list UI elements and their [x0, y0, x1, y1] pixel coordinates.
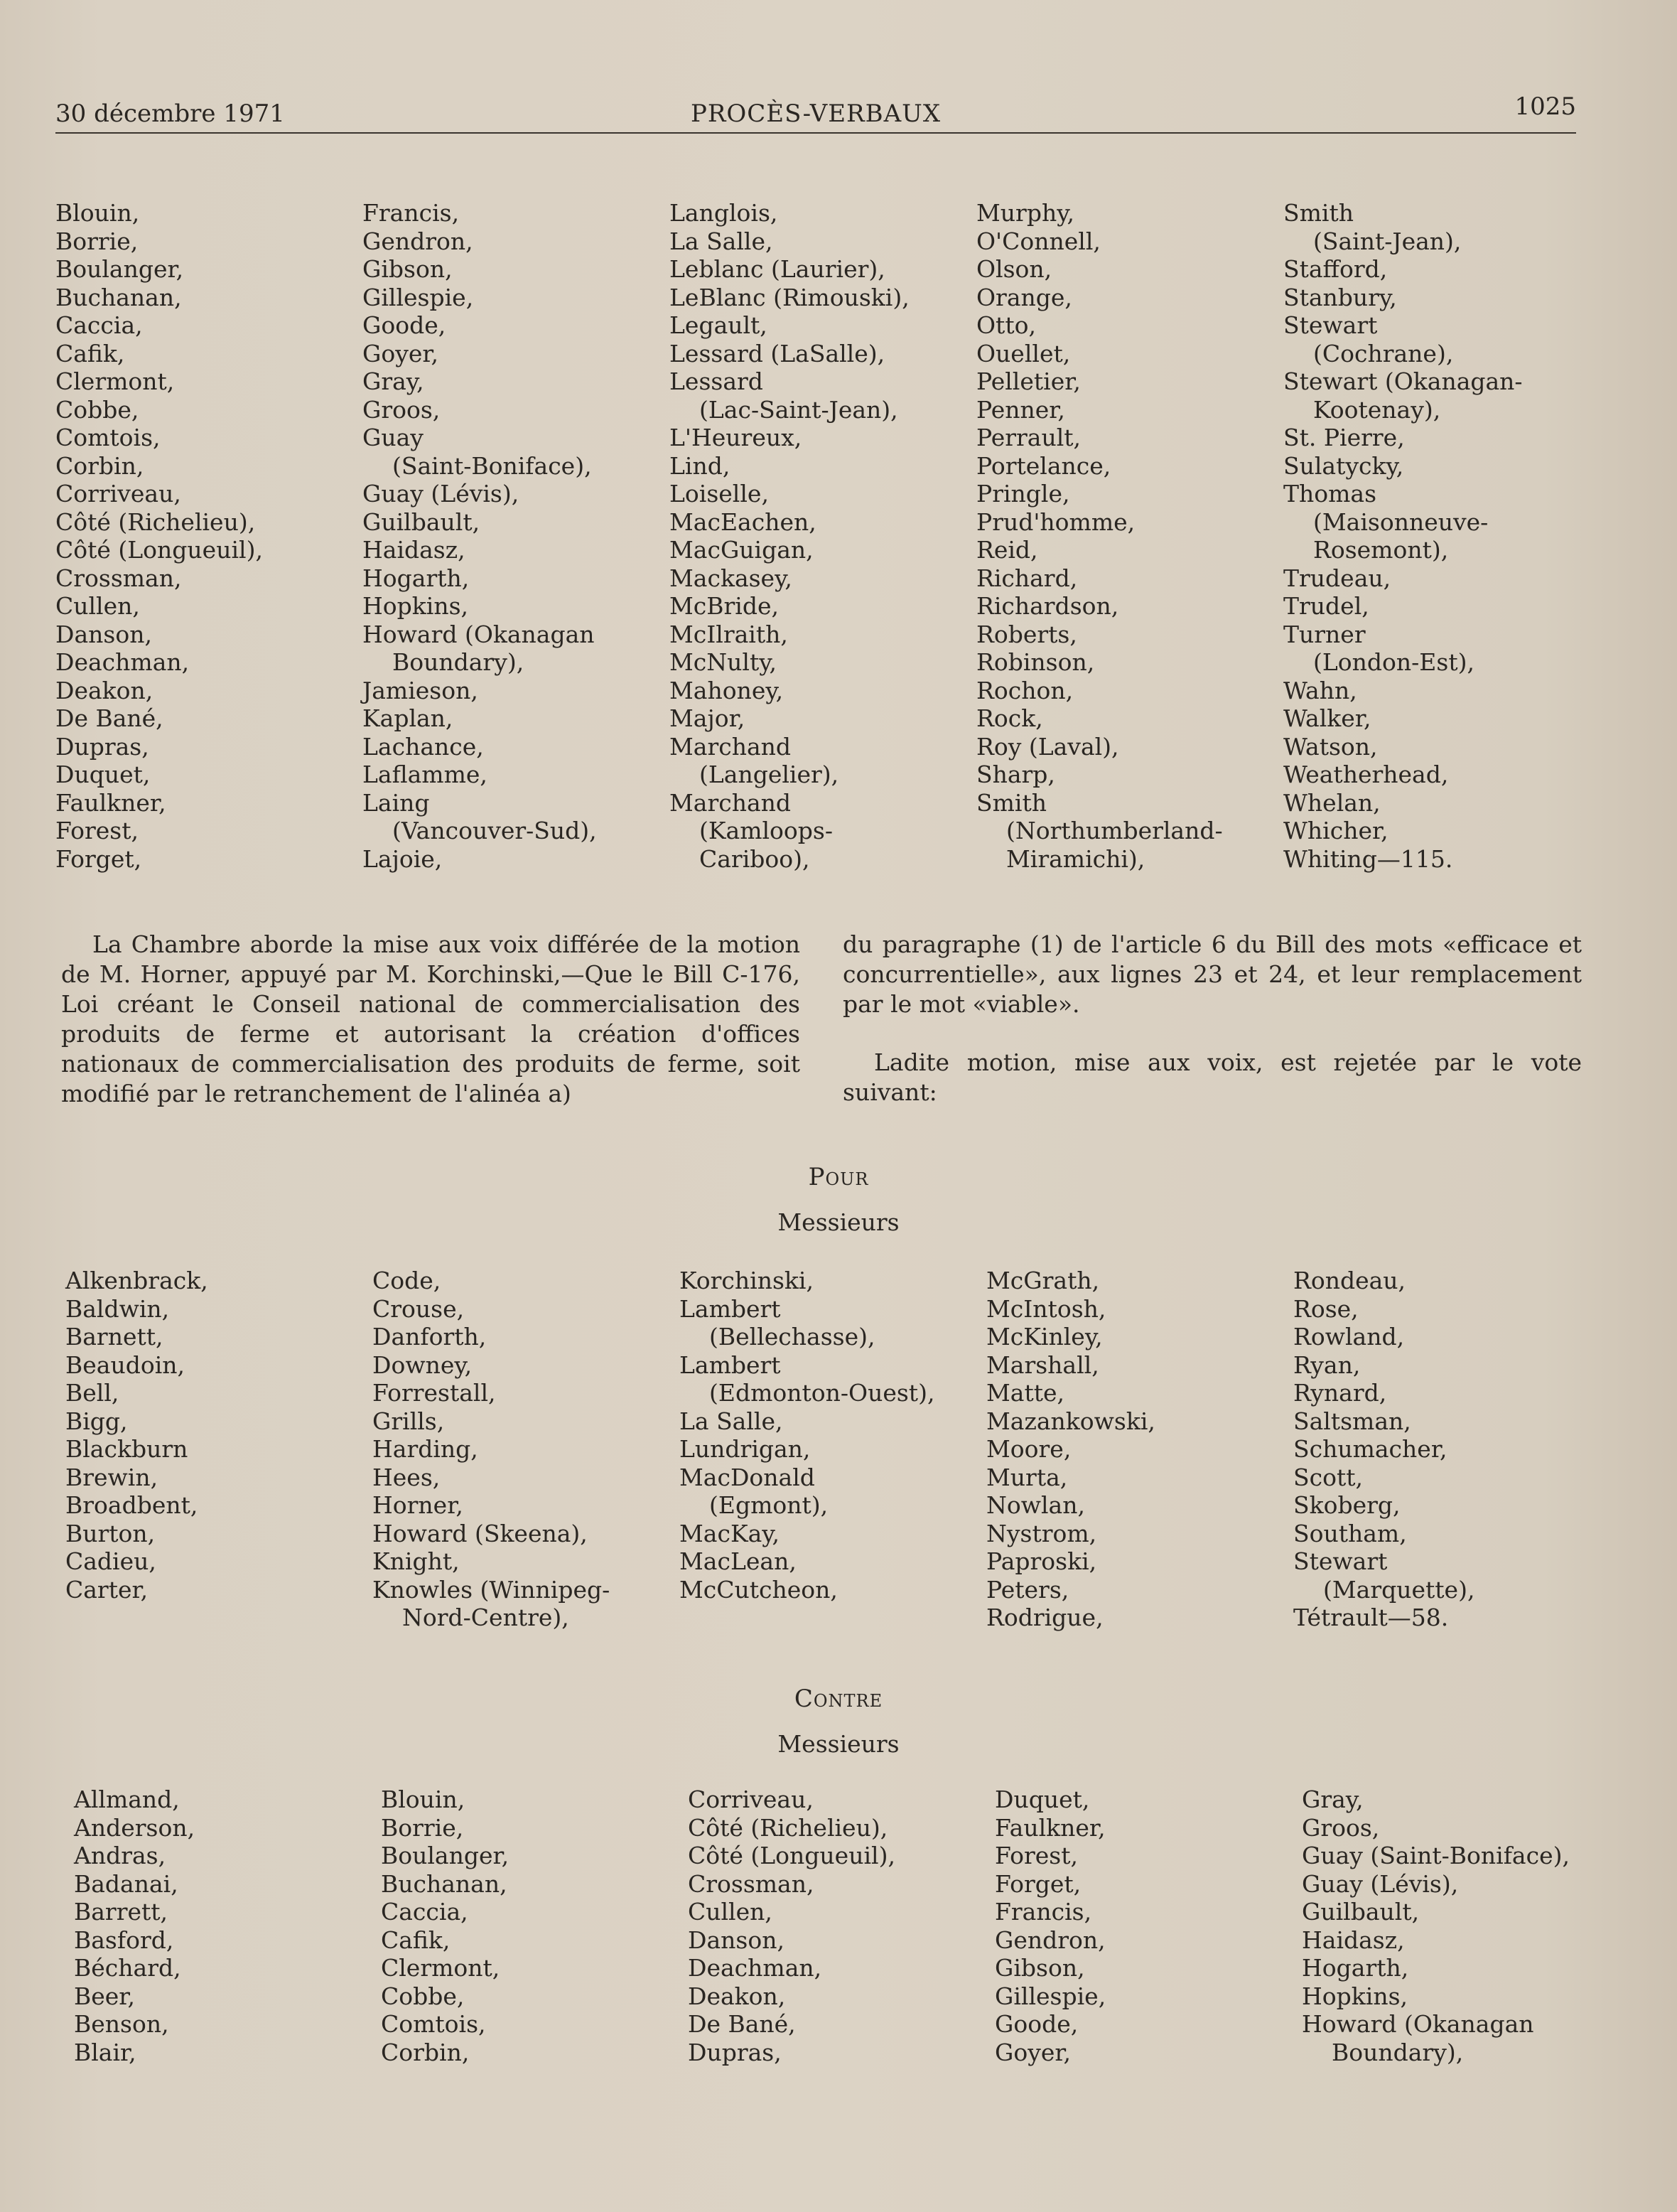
member-name: Penner,: [976, 395, 1065, 424]
member-name: Baldwin,: [65, 1294, 170, 1323]
member-name: Burton,: [65, 1519, 156, 1547]
member-name: Saltsman,: [1293, 1407, 1411, 1435]
member-name: McKinley,: [986, 1323, 1103, 1351]
member-name: Deakon,: [688, 1982, 786, 2010]
member-name: Downey,: [372, 1351, 473, 1379]
member-name: (Marquette),: [1323, 1575, 1475, 1604]
name-column: [381, 1786, 688, 2066]
member-name: Borrie,: [381, 1813, 464, 1842]
member-name: Forest,: [995, 1842, 1078, 1869]
member-name: Deakon,: [55, 676, 153, 704]
member-name: Langlois,: [669, 199, 778, 227]
member-name: Wahn,: [1283, 676, 1357, 704]
name-column: [1302, 1786, 1609, 2066]
member-name: Gillespie,: [362, 283, 474, 311]
member-name: Lundrigan,: [679, 1435, 811, 1463]
member-name: Côté (Richelieu),: [55, 508, 256, 536]
member-name: Stewart (Okanagan-: [1283, 367, 1523, 395]
member-name: McIntosh,: [986, 1294, 1106, 1323]
member-name: Dupras,: [688, 2038, 782, 2066]
member-name: Beer,: [74, 1982, 135, 2010]
member-name: Robinson,: [976, 648, 1095, 676]
member-name: O'Connell,: [976, 227, 1101, 255]
member-name: Corbin,: [55, 451, 144, 480]
member-name: Danforth,: [372, 1323, 487, 1351]
member-name: Hees,: [372, 1463, 441, 1491]
member-name: Lind,: [669, 451, 730, 480]
member-name: Ryan,: [1293, 1351, 1361, 1379]
member-name: Cariboo),: [699, 844, 810, 873]
member-name: Stanbury,: [1283, 283, 1397, 311]
contre-heading: Contre: [794, 1685, 883, 1713]
top-name-list: [55, 199, 1590, 873]
member-name: Anderson,: [74, 1813, 195, 1842]
member-name: Goyer,: [995, 2038, 1072, 2066]
member-name: Rose,: [1293, 1294, 1359, 1323]
member-name: Rondeau,: [1293, 1267, 1406, 1294]
member-name: Major,: [669, 704, 745, 732]
member-name: Richardson,: [976, 592, 1119, 620]
member-name: Haidasz,: [1302, 1926, 1405, 1954]
member-name: Otto,: [976, 311, 1036, 339]
member-name: Kootenay),: [1313, 395, 1441, 424]
member-name: Perrault,: [976, 424, 1082, 451]
member-name: Cadieu,: [65, 1547, 156, 1575]
member-name: Turner: [1283, 620, 1366, 648]
name-column: [976, 199, 1283, 873]
member-name: Pringle,: [976, 480, 1070, 508]
page-number: 1025: [1514, 92, 1576, 121]
member-name: MacKay,: [679, 1519, 780, 1547]
member-name: Whelan,: [1283, 788, 1381, 817]
member-name: Francis,: [362, 199, 460, 227]
member-name: Cobbe,: [55, 395, 139, 424]
motion-paragraph-continued: du paragraphe (1) de l'article 6 du Bill des mots «efficace et concurrentielle», aux lignes 23 et 24, et leur remplacement par le mot «viable».: [843, 930, 1582, 1018]
member-name: Harding,: [372, 1435, 478, 1463]
member-name: Howard (Skeena),: [372, 1519, 588, 1547]
member-name: MacDonald: [679, 1463, 815, 1491]
member-name: Lambert: [679, 1294, 781, 1323]
member-name: Jamieson,: [362, 676, 478, 704]
member-name: Whicher,: [1283, 817, 1388, 844]
member-name: Comtois,: [55, 424, 161, 451]
member-name: Rowland,: [1293, 1323, 1405, 1351]
member-name: Basford,: [74, 1926, 174, 1954]
member-name: Danson,: [688, 1926, 784, 1954]
member-name: Scott,: [1293, 1463, 1363, 1491]
member-name: Deachman,: [55, 648, 190, 676]
member-name: Prud'homme,: [976, 508, 1136, 536]
motion-paragraph: La Chambre aborde la mise aux voix différée de la motion de M. Horner, appuyé par M. Korchinski,—Que le Bill C-176, Loi créant le Conseil national de commercialisation des produits de ferme et autorisant la création d'offices nationaux de commercialisation des produits de ferme, soit modifié par le retranchement de l'alinéa a): [61, 930, 800, 1107]
member-name: Nowlan,: [986, 1491, 1085, 1519]
member-name: Howard (Okanagan: [362, 620, 595, 648]
member-name: Caccia,: [55, 311, 143, 339]
member-name: Deachman,: [688, 1954, 822, 1982]
member-name: (Saint-Jean),: [1313, 227, 1462, 255]
member-name: (Saint-Boniface),: [392, 451, 592, 480]
member-name: Olson,: [976, 255, 1052, 283]
member-name: Forest,: [55, 817, 139, 844]
member-name: Knowles (Winnipeg-: [372, 1575, 610, 1604]
member-name: Stewart: [1283, 311, 1378, 339]
member-name: Walker,: [1283, 704, 1371, 732]
member-name: Lajoie,: [362, 844, 443, 873]
member-name: Blouin,: [55, 199, 140, 227]
member-name: Rock,: [976, 704, 1043, 732]
member-name: Béchard,: [74, 1954, 181, 1982]
member-name: Grills,: [372, 1407, 445, 1435]
member-name: Corbin,: [381, 2038, 470, 2066]
name-column: [679, 1267, 986, 1632]
member-name: (Cochrane),: [1313, 339, 1454, 367]
member-name: Korchinski,: [679, 1267, 814, 1294]
motion-paragraph-right: [843, 930, 1582, 1137]
member-name: Groos,: [362, 395, 441, 424]
member-name: (Edmonton-Ouest),: [709, 1379, 935, 1407]
member-name: Borrie,: [55, 227, 139, 255]
member-name: Smith: [1283, 199, 1354, 227]
name-column: [362, 199, 669, 873]
member-name: Côté (Richelieu),: [688, 1813, 888, 1842]
member-name: Sulatycky,: [1283, 451, 1404, 480]
member-name: Barrett,: [74, 1898, 168, 1926]
member-name: Rochon,: [976, 676, 1074, 704]
member-name: Bigg,: [65, 1407, 128, 1435]
member-name: Horner,: [372, 1491, 463, 1519]
member-name: McNulty,: [669, 648, 777, 676]
member-name: Kaplan,: [362, 704, 453, 732]
member-name: (Vancouver-Sud),: [392, 817, 597, 844]
member-name: Smith: [976, 788, 1047, 817]
member-name: Portelance,: [976, 451, 1111, 480]
member-name: MacLean,: [679, 1547, 797, 1575]
member-name: Bell,: [65, 1379, 119, 1407]
member-name: (Bellechasse),: [709, 1323, 875, 1351]
motion-text: [61, 930, 1582, 1137]
member-name: Beaudoin,: [65, 1351, 185, 1379]
member-name: Dupras,: [55, 732, 149, 761]
vote-result-paragraph: Ladite motion, mise aux voix, est rejetée par le vote suivant:: [843, 1048, 1582, 1106]
member-name: De Bané,: [688, 2010, 796, 2038]
member-name: Peters,: [986, 1575, 1069, 1604]
member-name: Stafford,: [1283, 255, 1388, 283]
member-name: MacGuigan,: [669, 536, 814, 564]
member-name: Gendron,: [995, 1926, 1106, 1954]
member-name: McGrath,: [986, 1267, 1100, 1294]
name-column: [986, 1267, 1293, 1632]
member-name: Gendron,: [362, 227, 473, 255]
member-name: Lambert: [679, 1351, 781, 1379]
member-name: Southam,: [1293, 1519, 1407, 1547]
member-name: Laing: [362, 788, 430, 817]
member-name: Blair,: [74, 2038, 136, 2066]
member-name: Trudeau,: [1283, 564, 1391, 592]
member-name: Caccia,: [381, 1898, 468, 1926]
member-name: Mackasey,: [669, 564, 792, 592]
member-name: Roberts,: [976, 620, 1077, 648]
name-column: [1293, 1267, 1600, 1632]
member-name: Leblanc (Laurier),: [669, 255, 885, 283]
member-name: Hopkins,: [362, 592, 468, 620]
member-name: Groos,: [1302, 1813, 1380, 1842]
member-name: Gray,: [362, 367, 424, 395]
name-column: [65, 1267, 372, 1632]
member-name: Forrestall,: [372, 1379, 496, 1407]
member-name: (Egmont),: [709, 1491, 829, 1519]
member-name: Brewin,: [65, 1463, 158, 1491]
member-name: Nystrom,: [986, 1519, 1097, 1547]
member-name: Guay: [362, 424, 424, 451]
member-name: Marchand: [669, 732, 792, 761]
member-name: Carter,: [65, 1575, 149, 1604]
member-name: Côté (Longueuil),: [55, 536, 263, 564]
member-name: Gillespie,: [995, 1982, 1106, 2010]
member-name: Matte,: [986, 1379, 1065, 1407]
member-name: Trudel,: [1283, 592, 1369, 620]
member-name: Miramichi),: [1006, 844, 1145, 873]
member-name: Legault,: [669, 311, 767, 339]
member-name: Crossman,: [688, 1869, 814, 1898]
member-name: Duquet,: [995, 1786, 1090, 1813]
member-name: Danson,: [55, 620, 152, 648]
member-name: Roy (Laval),: [976, 732, 1119, 761]
member-name: McCutcheon,: [679, 1575, 838, 1604]
member-name: Pelletier,: [976, 367, 1081, 395]
member-name: (London-Est),: [1313, 648, 1474, 676]
name-column: [55, 199, 362, 873]
member-name: Schumacher,: [1293, 1435, 1447, 1463]
page-header: [55, 92, 1576, 134]
member-name: Buchanan,: [55, 283, 182, 311]
member-name: Loiselle,: [669, 480, 769, 508]
header-title: PROCÈS-VERBAUX: [690, 100, 942, 128]
member-name: Crouse,: [372, 1294, 465, 1323]
member-name: Murphy,: [976, 199, 1074, 227]
member-name: Badanai,: [74, 1869, 178, 1898]
member-name: Paproski,: [986, 1547, 1097, 1575]
member-name: Guilbault,: [362, 508, 480, 536]
member-name: Mahoney,: [669, 676, 784, 704]
member-name: Howard (Okanagan: [1302, 2010, 1534, 2038]
member-name: (Langelier),: [699, 761, 839, 788]
member-name: Sharp,: [976, 761, 1055, 788]
member-name: Boundary),: [1332, 2038, 1464, 2066]
member-name: Reid,: [976, 536, 1038, 564]
member-name: Crossman,: [55, 564, 182, 592]
member-name: Guilbault,: [1302, 1898, 1420, 1926]
member-name: Thomas: [1283, 480, 1377, 508]
contre-subheading: Messieurs: [777, 1730, 900, 1758]
member-name: Gibson,: [995, 1954, 1085, 1982]
member-name: Ouellet,: [976, 339, 1071, 367]
contre-name-list: [74, 1786, 1609, 2066]
member-name: Cullen,: [55, 592, 140, 620]
member-name: Allmand,: [74, 1786, 180, 1813]
member-name: Haidasz,: [362, 536, 465, 564]
pour-heading: Pour: [808, 1163, 869, 1191]
member-name: Marchand: [669, 788, 792, 817]
member-name: Whiting—115.: [1283, 844, 1453, 873]
member-name: Clermont,: [381, 1954, 500, 1982]
header-date: 30 décembre 1971: [55, 100, 285, 128]
member-name: McBride,: [669, 592, 779, 620]
member-name: Broadbent,: [65, 1491, 198, 1519]
member-name: Lessard: [669, 367, 763, 395]
member-name: Hogarth,: [362, 564, 470, 592]
member-name: Skoberg,: [1293, 1491, 1401, 1519]
member-name: Boundary),: [392, 648, 524, 676]
name-column: [1283, 199, 1590, 873]
member-name: MacEachen,: [669, 508, 816, 536]
member-name: Gibson,: [362, 255, 453, 283]
member-name: St. Pierre,: [1283, 424, 1405, 451]
member-name: Lachance,: [362, 732, 484, 761]
member-name: Weatherhead,: [1283, 761, 1449, 788]
member-name: Francis,: [995, 1898, 1092, 1926]
member-name: Cafik,: [381, 1926, 451, 1954]
member-name: Côté (Longueuil),: [688, 1842, 895, 1869]
member-name: Blouin,: [381, 1786, 465, 1813]
name-column: [688, 1786, 995, 2066]
member-name: Hopkins,: [1302, 1982, 1408, 2010]
member-name: Hogarth,: [1302, 1954, 1409, 1982]
member-name: Guay (Lévis),: [1302, 1869, 1459, 1898]
member-name: Guay (Lévis),: [362, 480, 519, 508]
member-name: Marshall,: [986, 1351, 1099, 1379]
member-name: Stewart: [1293, 1547, 1388, 1575]
member-name: L'Heureux,: [669, 424, 802, 451]
member-name: Mazankowski,: [986, 1407, 1155, 1435]
name-column: [995, 1786, 1302, 2066]
member-name: Corriveau,: [688, 1786, 814, 1813]
member-name: McIlraith,: [669, 620, 788, 648]
member-name: (Kamloops-: [699, 817, 833, 844]
member-name: Cobbe,: [381, 1982, 465, 2010]
member-name: Laflamme,: [362, 761, 487, 788]
member-name: Boulanger,: [381, 1842, 509, 1869]
member-name: Lessard (LaSalle),: [669, 339, 885, 367]
member-name: Tétrault—58.: [1293, 1604, 1449, 1631]
member-name: Watson,: [1283, 732, 1378, 761]
member-name: Boulanger,: [55, 255, 184, 283]
member-name: Cullen,: [688, 1898, 772, 1926]
name-column: [74, 1786, 381, 2066]
member-name: Knight,: [372, 1547, 460, 1575]
member-name: La Salle,: [679, 1407, 783, 1435]
member-name: Benson,: [74, 2010, 169, 2038]
member-name: La Salle,: [669, 227, 773, 255]
member-name: Andras,: [74, 1842, 166, 1869]
pour-subheading: Messieurs: [777, 1208, 900, 1236]
member-name: Orange,: [976, 283, 1072, 311]
member-name: Cafik,: [55, 339, 125, 367]
member-name: Rynard,: [1293, 1379, 1387, 1407]
member-name: Faulkner,: [995, 1813, 1106, 1842]
name-column: [669, 199, 976, 873]
member-name: Code,: [372, 1267, 441, 1294]
member-name: Goode,: [995, 2010, 1079, 2038]
member-name: Rodrigue,: [986, 1604, 1104, 1631]
member-name: Guay (Saint-Boniface),: [1302, 1842, 1570, 1869]
member-name: Goode,: [362, 311, 446, 339]
member-name: Murta,: [986, 1463, 1068, 1491]
member-name: (Maisonneuve-: [1313, 508, 1489, 536]
member-name: De Bané,: [55, 704, 163, 732]
member-name: Faulkner,: [55, 788, 166, 817]
member-name: Goyer,: [362, 339, 439, 367]
member-name: Richard,: [976, 564, 1078, 592]
member-name: Forget,: [55, 844, 142, 873]
member-name: Corriveau,: [55, 480, 181, 508]
name-column: [372, 1267, 679, 1632]
member-name: Alkenbrack,: [65, 1267, 208, 1294]
member-name: Clermont,: [55, 367, 175, 395]
member-name: Buchanan,: [381, 1869, 507, 1898]
member-name: Duquet,: [55, 761, 151, 788]
member-name: Gray,: [1302, 1786, 1364, 1813]
pour-name-list: [65, 1267, 1600, 1632]
member-name: Blackburn: [65, 1435, 188, 1463]
member-name: Comtois,: [381, 2010, 486, 2038]
member-name: Forget,: [995, 1869, 1082, 1898]
member-name: Nord-Centre),: [402, 1604, 569, 1631]
member-name: (Northumberland-: [1006, 817, 1223, 844]
member-name: LeBlanc (Rimouski),: [669, 283, 910, 311]
member-name: Barnett,: [65, 1323, 163, 1351]
member-name: Moore,: [986, 1435, 1072, 1463]
member-name: Rosemont),: [1313, 536, 1449, 564]
motion-paragraph-left: [61, 930, 800, 1137]
member-name: (Lac-Saint-Jean),: [699, 395, 898, 424]
